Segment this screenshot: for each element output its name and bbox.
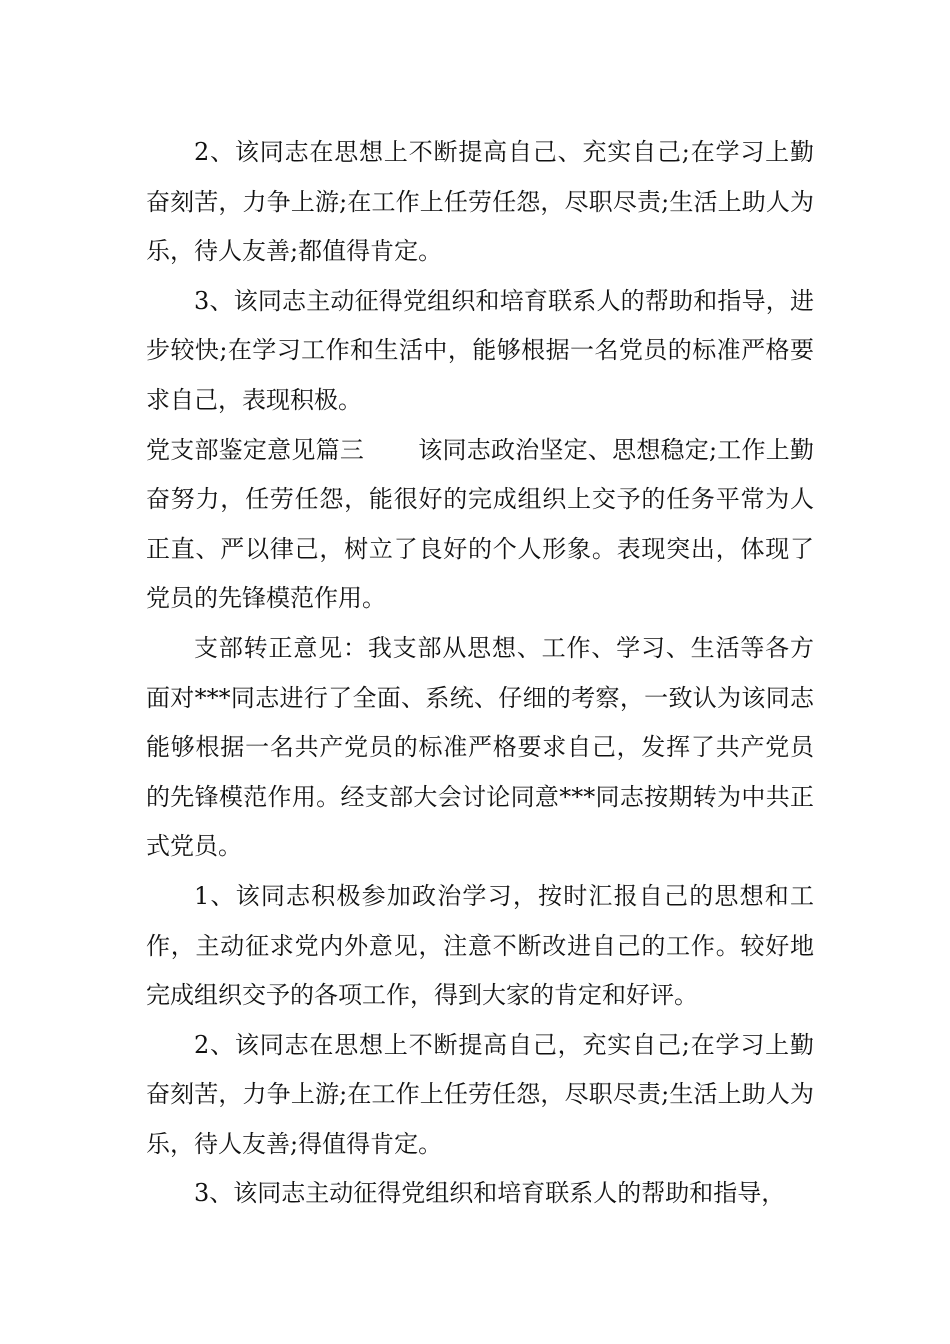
section-heading-body: 该同志政治坚定、思想稳定;工作上勤奋努力，任劳任怨，能很好的完成组织上交予的任务平常为人正直、严以律己，树立了良好的个人形象。表现突出，体现了党员的先锋模范作用。 bbox=[146, 435, 814, 613]
paragraph-section-three bbox=[146, 426, 814, 624]
paragraph-item-1: 1、该同志积极参加政治学习，按时汇报自己的思想和工作，主动征求党内外意见，注意不断改进自己的工作。较好地完成组织交予的各项工作，得到大家的肯定和好评。 bbox=[146, 881, 814, 1010]
paragraph-item-2b: 2、该同志在思想上不断提高自己，充实自己;在学习上勤奋刻苦，力争上游;在工作上任劳任怨，尽职尽责;生活上助人为乐，待人友善;得值得肯定。 bbox=[146, 1030, 814, 1158]
section-heading: 党支部鉴定意见篇三 bbox=[146, 435, 365, 464]
paragraph-item-2: 2、该同志在思想上不断提高自己、充实自己;在学习上勤奋刻苦，力争上游;在工作上任劳任怨，尽职尽责;生活上助人为乐，待人友善;都值得肯定。 bbox=[146, 138, 814, 266]
document-body bbox=[146, 128, 814, 1219]
paragraph-item-3b: 3、该同志主动征得党组织和培育联系人的帮助和指导， bbox=[194, 1179, 786, 1208]
paragraph-item-3: 3、该同志主动征得党组织和培育联系人的帮助和指导，进步较快;在学习工作和生活中，能够根据一名党员的标准严格要求自己，表现积极。 bbox=[146, 286, 814, 414]
paragraph-branch-opinion: 支部转正意见：我支部从思想、工作、学习、生活等各方面对***同志进行了全面、系统、仔细的考察，一致认为该同志能够根据一名共产党员的标准严格要求自己，发挥了共产党员的先锋模范作用。经支部大会讨论同意***同志按期转为中共正式党员。 bbox=[146, 633, 814, 861]
